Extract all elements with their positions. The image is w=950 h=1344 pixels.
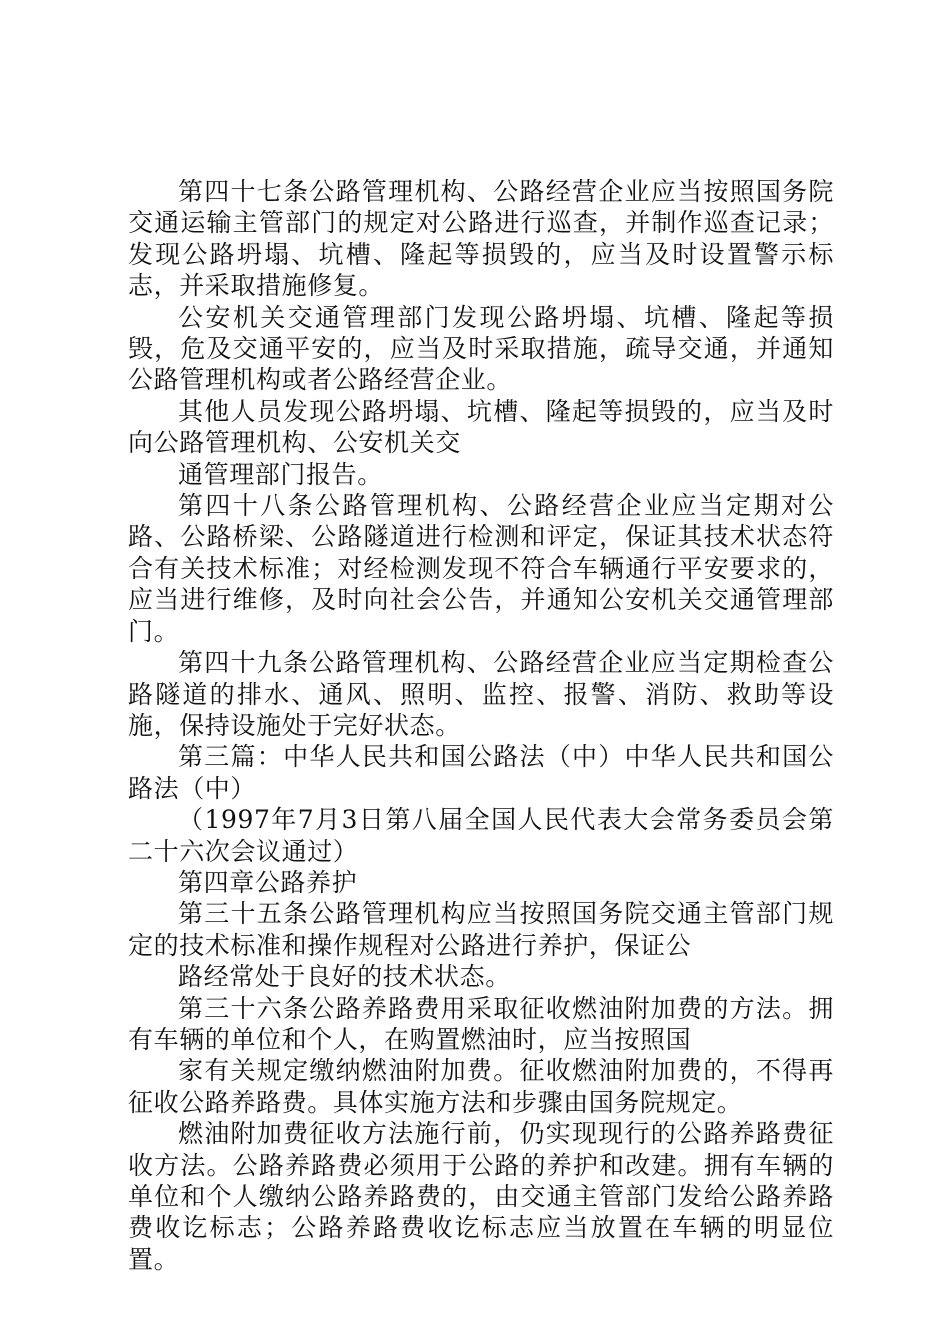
paragraph-article-35-cont: 路经常处于良好的技术状态。	[178, 962, 511, 992]
paragraph-adoption-note: （1997年7月3日第八届全国人民代表大会常务委员会第二十六次会议通过）	[128, 805, 834, 866]
paragraph-article-48: 第四十八条公路管理机构、公路经营企业应当定期对公路、公路桥梁、公路隧道进行检测和评定，保证其技术状态符合有关技术标准；对经检测发现不符合车辆通行平安要求的，应当进行维修，及时向社会公告，并通知公安机关交通管理部门。	[128, 491, 834, 646]
paragraph-report: 通管理部门报告。	[178, 459, 383, 489]
section-heading-part-three: 第三篇：中华人民共和国公路法（中）中华人民共和国公路法（中）	[128, 742, 834, 803]
chapter-heading-four: 第四章公路养护	[178, 867, 358, 897]
paragraph-article-36-cont: 家有关规定缴纳燃油附加费。征收燃油附加费的，不得再征收公路养路费。具体实施方法和步骤由国务院规定。	[128, 1056, 834, 1117]
paragraph-article-49: 第四十九条公路管理机构、公路经营企业应当定期检查公路隧道的排水、通风、照明、监控、报警、消防、救助等设施，保持设施处于完好状态。	[128, 648, 834, 740]
paragraph-article-35: 第三十五条公路管理机构应当按照国务院交通主管部门规定的技术标准和操作规程对公路进行养护，保证公	[128, 899, 834, 960]
paragraph-article-47: 第四十七条公路管理机构、公路经营企业应当按照国务院交通运输主管部门的规定对公路进行巡查，并制作巡查记录；发现公路坍塌、坑槽、隆起等损毁的，应当及时设置警示标志，并采取措施修复。	[128, 177, 834, 301]
paragraph-other-persons: 其他人员发现公路坍塌、坑槽、隆起等损毁的，应当及时向公路管理机构、公安机关交	[128, 396, 834, 458]
paragraph-article-36: 第三十六条公路养路费用采取征收燃油附加费的方法。拥有车辆的单位和个人，在购置燃油时，应当按照国	[128, 993, 834, 1054]
document-body	[128, 176, 834, 1275]
paragraph-traffic-police: 公安机关交通管理部门发现公路坍塌、坑槽、隆起等损毁，危及交通平安的，应当及时采取措施，疏导交通，并通知公路管理机构或者公路经营企业。	[128, 302, 834, 395]
paragraph-fuel-surcharge: 燃油附加费征收方法施行前，仍实现现行的公路养路费征收方法。公路养路费必须用于公路的养护和改建。拥有车辆的单位和个人缴纳公路养路费的，由交通主管部门发给公路养路费收讫标志；公路养路费收讫标志应当放置在车辆的明显位置。	[128, 1119, 834, 1274]
